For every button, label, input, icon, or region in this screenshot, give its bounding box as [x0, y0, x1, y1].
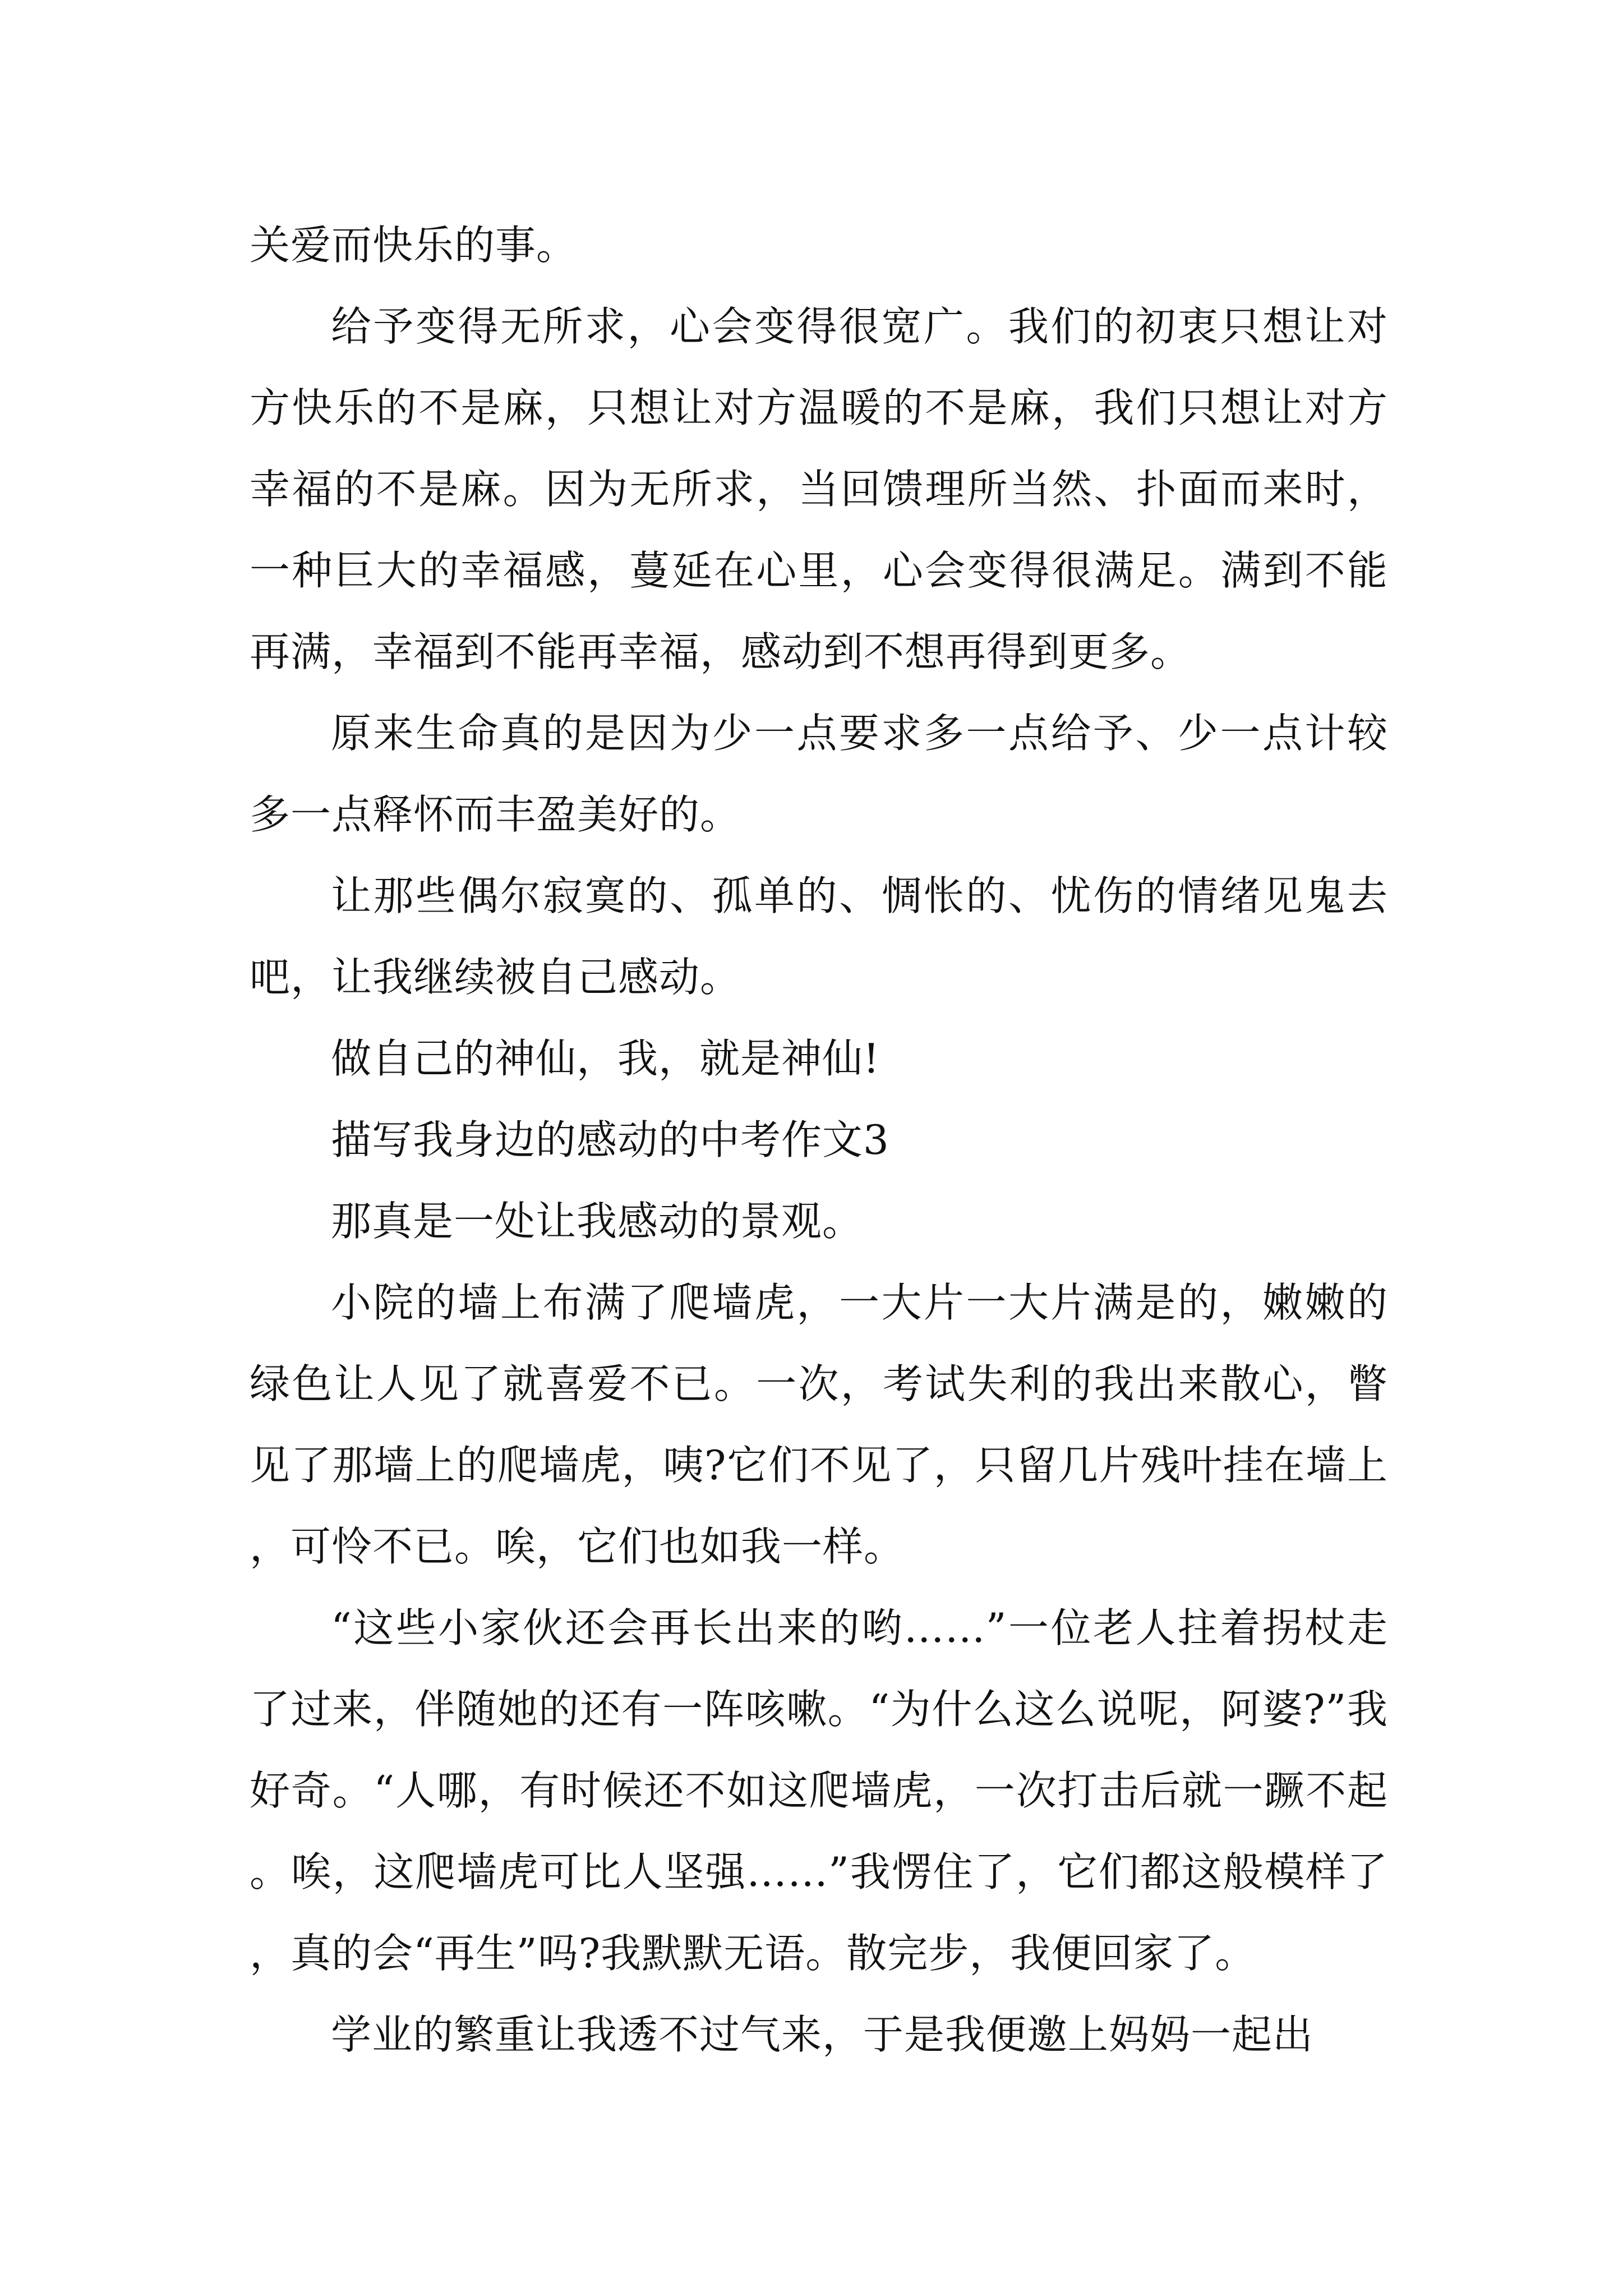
paragraph-2: 给予变得无所求，心会变得很宽广。我们的初衷只想让对方快乐的不是麻，只想让对方温暖的不是麻，我们只想让对方幸福的不是麻。因为无所求，当回馈理所当然、扑面而来时，一种巨大的幸福感，蔓延在心里，心会变得很满足。满到不能再满，幸福到不能再幸福，感动到不想再得到更多。: [250, 303, 1388, 675]
paragraph-8: 小院的墙上布满了爬墙虎，一大片一大片满是的，嫩嫩的绿色让人见了就喜爱不已。一次，考试失利的我出来散心，瞥见了那墙上的爬墙虎，咦?它们不见了，只留几片残叶挂在墙上，可怜不已。唉，它们也如我一样。: [250, 1279, 1388, 1570]
paragraph-10: 学业的繁重让我透不过气来，于是我便邀上妈妈一起出: [331, 2011, 1314, 2058]
paragraph-3: 原来生命真的是因为少一点要求多一点给予、少一点计较多一点释怀而丰盈美好的。: [250, 710, 1388, 838]
paragraph-1: 关爱而快乐的事。: [250, 222, 578, 269]
section-heading: 描写我身边的感动的中考作文3: [331, 1116, 889, 1163]
document-body: [250, 205, 1388, 2076]
paragraph-9: “这些小家伙还会再长出来的哟……”一位老人拄着拐杖走了过来，伴随她的还有一阵咳嗽。“为什么这么说呢，阿婆?”我好奇。“人哪，有时候还不如这爬墙虎，一次打击后就一蹶不起。唉，这爬墙虎可比人坚强……”我愣住了，它们都这般模样了，真的会“再生”吗?我默默无语。散完步，我便回家了。: [250, 1604, 1388, 1977]
paragraph-4: 让那些偶尔寂寞的、孤单的、惆怅的、忧伤的情绪见鬼去吧，让我继续被自己感动。: [250, 872, 1388, 1001]
paragraph-5: 做自己的神仙，我，就是神仙!: [331, 1035, 880, 1082]
paragraph-7: 那真是一处让我感动的景观。: [331, 1198, 864, 1245]
